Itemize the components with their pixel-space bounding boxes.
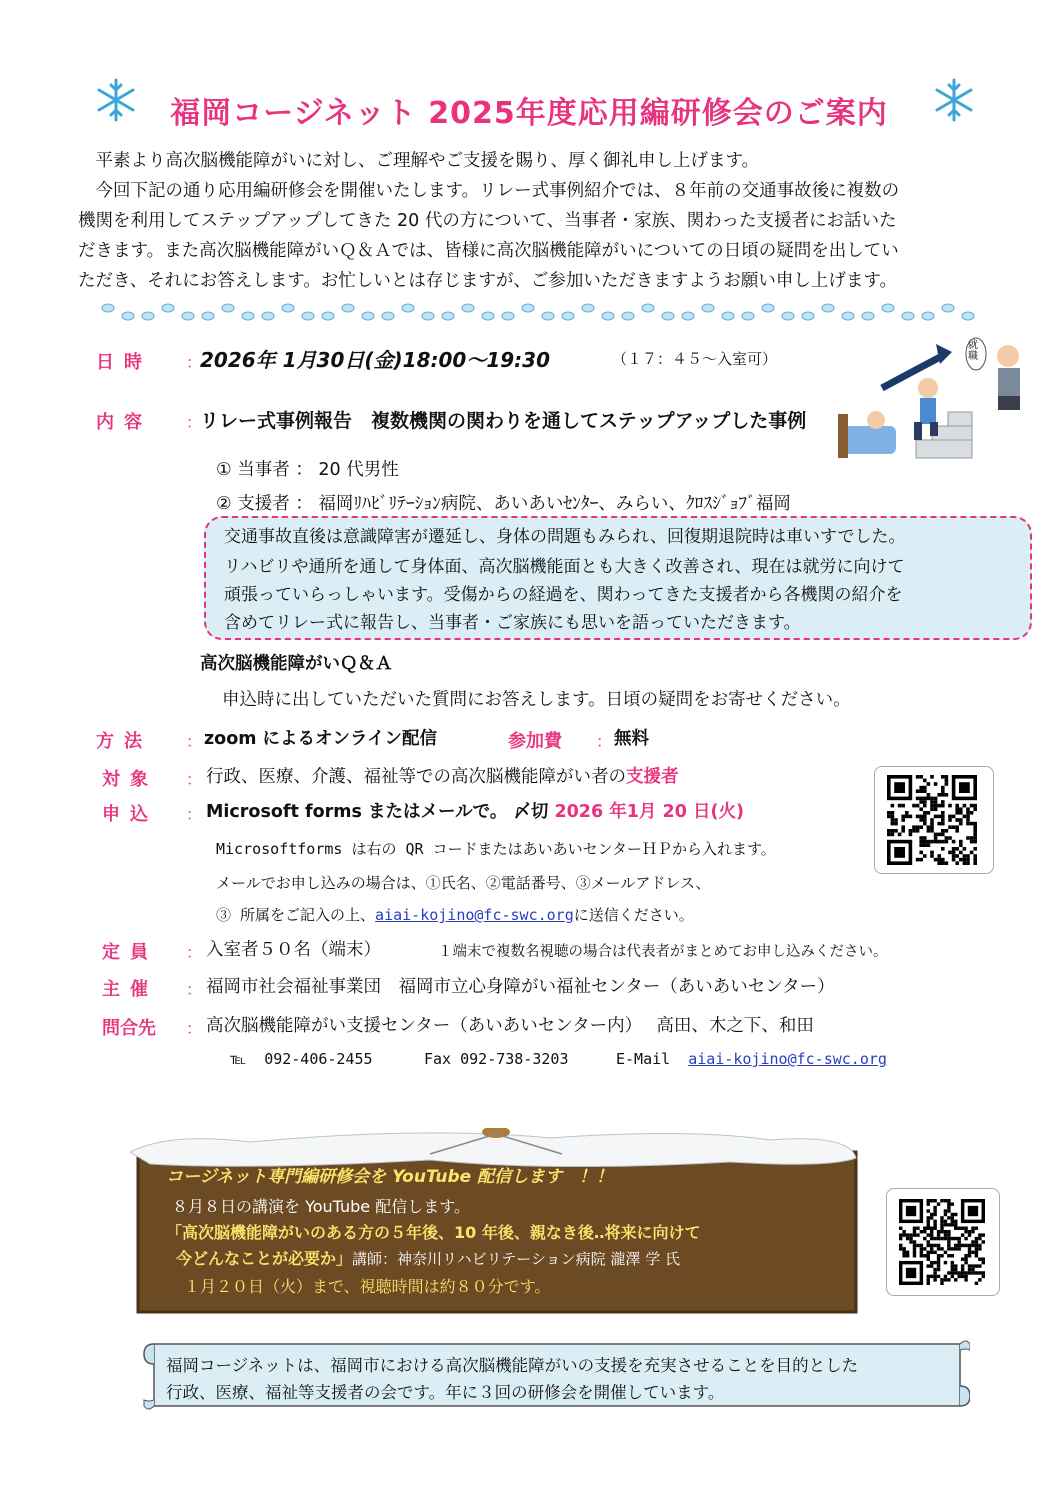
fax-value: 092-738-3203 <box>460 1050 569 1068</box>
divider-dot <box>742 312 754 320</box>
target-label: 対象 <box>102 769 158 790</box>
colon: ： <box>596 732 613 751</box>
youtube-speaker: 講師：神奈川リハビリテーション病院 瀧澤 学 氏 <box>352 1250 680 1268</box>
divider-dot <box>562 312 574 320</box>
content-item-2: ② 支援者 ： 福岡ﾘﾊﾋﾞﾘﾃｰｼｮﾝ病院、あいあいｾﾝﾀｰ、みらい、ｸﾛｽｼﾞｮﾌﾞ福岡 <box>216 494 791 514</box>
qr-code-forms[interactable] <box>874 766 994 874</box>
qr-code-forms-image <box>887 775 977 865</box>
divider-dot <box>602 312 614 320</box>
case-summary-line: リハビリや通所を通して身体面、高次脳機能面とも大きく改善され、現在は就労に向けて <box>224 557 905 577</box>
divider-dot <box>422 312 434 320</box>
date-value: 2026年 1月30日(金)18:00～19:30 <box>200 348 550 372</box>
divider-dot <box>462 304 474 312</box>
apply-value <box>206 798 744 823</box>
divider-dot <box>202 312 214 320</box>
content-label: 内容 <box>96 412 152 433</box>
email-label: E-Mail <box>616 1050 671 1068</box>
method-label: 方法 <box>96 731 152 752</box>
capacity-label: 定員 <box>102 942 158 963</box>
divider-dot <box>362 312 374 320</box>
capacity-value: 入室者５０名（端末） <box>206 940 381 960</box>
youtube-line-1: ８月８日の講演を YouTube 配信します。 <box>172 1197 470 1216</box>
apply-method: Microsoft forms またはメールで。 <box>206 802 508 822</box>
footer-line: 行政、医療、福祉等支援者の会です。年に３回の研修会を開催しています。 <box>166 1383 725 1402</box>
method-value: zoom によるオンライン配信 <box>204 729 438 749</box>
divider-dot <box>582 304 594 312</box>
qr-code-youtube-image <box>899 1199 985 1285</box>
intro-text <box>78 146 998 296</box>
intro-line: だきます。また高次脳機能障がいＱ＆Ａでは、皆様に高次脳機能障がいについての日頃の疑問を出してい <box>78 241 899 261</box>
apply-note-1: Microsoftforms は右の QR コードまたはあいあいセンターＨＰから入れます。 <box>216 840 776 858</box>
target-highlight: 支援者 <box>626 767 679 787</box>
fee-value: 無料 <box>614 729 649 749</box>
divider-dot <box>702 304 714 312</box>
colon: ： <box>186 353 203 372</box>
divider-dot <box>922 312 934 320</box>
colon: ： <box>186 980 203 999</box>
content-title: リレー式事例報告 複数機関の関わりを通してステップアップした事例 <box>200 410 807 432</box>
apply-label: 申込 <box>102 804 158 825</box>
divider-dot <box>302 312 314 320</box>
qr-code-youtube[interactable] <box>886 1188 1000 1296</box>
divider-dot <box>262 312 274 320</box>
youtube-line-3 <box>176 1246 680 1272</box>
colon: ： <box>186 413 203 432</box>
divider-dot <box>682 312 694 320</box>
contact-email-link[interactable]: aiai-kojino@fc-swc.org <box>688 1050 887 1068</box>
divider-dot <box>662 312 674 320</box>
divider-dot <box>642 304 654 312</box>
divider-dot <box>882 304 894 312</box>
intro-line: 機関を利用してステップアップしてきた 20 代の方について、当事者・家族、関わった支援者にお話いた <box>78 211 897 231</box>
divider-dot <box>962 312 974 320</box>
contact-label: 問合先 <box>102 1018 156 1039</box>
case-summary-line: 頑張っていらっしゃいます。受傷からの経過を、関わってきた支援者から各機関の紹介を <box>224 585 903 605</box>
divider-dot <box>542 312 554 320</box>
case-summary-line: 含めてリレー式に報告し、当事者・ご家族にも思いを語っていただきます。 <box>224 613 801 633</box>
divider-dot <box>342 304 354 312</box>
divider-dot <box>782 312 794 320</box>
content-item-1: ① 当事者 ： 20 代男性 <box>216 460 399 480</box>
host-value: 福岡市社会福祉事業団 福岡市立心身障がい福祉センター（あいあいセンター） <box>206 977 835 997</box>
apply-email-link[interactable]: aiai-kojino@fc-swc.org <box>375 906 574 924</box>
divider-dot <box>942 304 954 312</box>
tel-label: ℡ <box>230 1050 247 1068</box>
divider-dot <box>482 312 494 320</box>
divider-dot <box>402 304 414 312</box>
divider-dot <box>722 312 734 320</box>
youtube-line-4: １月２０日（火）まで、視聴時間は約８０分です。 <box>184 1277 551 1296</box>
contact-tel <box>230 1050 373 1068</box>
divider-dot <box>842 312 854 320</box>
divider-dot <box>282 304 294 312</box>
divider-dot <box>222 304 234 312</box>
target-text: 行政、医療、介護、福祉等での高次脳機能障がい者の <box>206 767 626 787</box>
footer-line: 福岡コージネットは、福岡市における高次脳機能障がいの支援を充実させることを目的とした <box>166 1356 859 1375</box>
page-title: 福岡コージネット 2025年度応用編研修会のご案内 <box>170 96 888 131</box>
apply-note-3 <box>216 904 694 925</box>
fax-label: Fax <box>424 1050 452 1068</box>
contact-value: 高次脳機能障がい支援センター（あいあいセンター内） 高田、木之下、和田 <box>206 1016 814 1036</box>
divider-dot <box>862 312 874 320</box>
qa-text: 申込時に出していただいた質問にお答えします。日頃の疑問をお寄せください。 <box>222 690 851 710</box>
colon: ： <box>186 943 203 962</box>
contact-email <box>616 1050 887 1068</box>
divider-dot <box>182 312 194 320</box>
case-summary-box <box>204 516 1032 640</box>
apply-note-3-text: ③ 所属をご記入の上、 <box>216 906 376 924</box>
case-summary-line: 交通事故直後は意識障害が遷延し、身体の問題もみられ、回復期退院時は車いすでした。 <box>224 527 906 547</box>
footer-text <box>166 1352 956 1406</box>
divider-dot <box>762 304 774 312</box>
host-label: 主催 <box>102 979 158 1000</box>
intro-line: ただき、それにお答えします。お忙しいとは存じますが、ご参加いただきますようお願い申し上げます。 <box>78 271 897 291</box>
target-value <box>206 763 679 788</box>
deadline-value: 2026 年1月 20 日(火) <box>554 802 744 822</box>
intro-line: 平素より高次脳機能障がいに対し、ご理解やご支援を賜り、厚く御礼申し上げます。 <box>95 151 760 171</box>
apply-note-3-tail: に送信ください。 <box>573 906 694 924</box>
divider-dot <box>242 312 254 320</box>
apply-note-2: メールでお申し込みの場合は、①氏名、②電話番号、③メールアドレス、 <box>216 874 711 892</box>
fee-label: 参加費 <box>508 731 562 752</box>
divider-dot <box>902 312 914 320</box>
colon: ： <box>186 770 203 789</box>
divider-dot <box>142 312 154 320</box>
youtube-headline: コージネット専門編研修会を YouTube 配信します ！！ <box>166 1167 614 1187</box>
colon: ： <box>186 1019 203 1038</box>
qa-title: 高次脳機能障がいＱ＆Ａ <box>200 654 393 674</box>
divider-dot <box>522 304 534 312</box>
divider-dot <box>382 312 394 320</box>
capacity-note: １端末で複数名視聴の場合は代表者がまとめてお申し込みください。 <box>438 944 888 960</box>
divider-dot <box>822 304 834 312</box>
colon: ： <box>186 805 203 824</box>
intro-line: 今回下記の通り応用編研修会を開催いたします。リレー式事例紹介では、８年前の交通事故後に複数の <box>95 181 900 201</box>
youtube-lecture-title: 今どんなことが必要か」 <box>176 1249 353 1268</box>
date-label: 日時 <box>96 352 152 373</box>
date-row <box>96 348 152 374</box>
dotted-divider <box>100 300 980 324</box>
divider-dot <box>322 312 334 320</box>
date-note: （１７：４５～入室可） <box>612 350 778 368</box>
divider-dot <box>802 312 814 320</box>
contact-fax <box>424 1050 569 1068</box>
youtube-line-2: 「高次脳機能障がいのある方の５年後、10 年後、親なき後‥将来に向けて <box>166 1223 701 1242</box>
deadline-label: 〆切 <box>513 802 549 822</box>
divider-dot <box>102 304 114 312</box>
divider-dot <box>622 312 634 320</box>
career-step-illustration <box>836 334 1036 464</box>
divider-dot <box>162 304 174 312</box>
tel-value: 092-406-2455 <box>264 1050 373 1068</box>
divider-dot <box>442 312 454 320</box>
colon: ： <box>186 732 203 751</box>
illustration-bubble: 就職 <box>968 340 978 362</box>
divider-dot <box>122 312 134 320</box>
divider-dot <box>502 312 514 320</box>
